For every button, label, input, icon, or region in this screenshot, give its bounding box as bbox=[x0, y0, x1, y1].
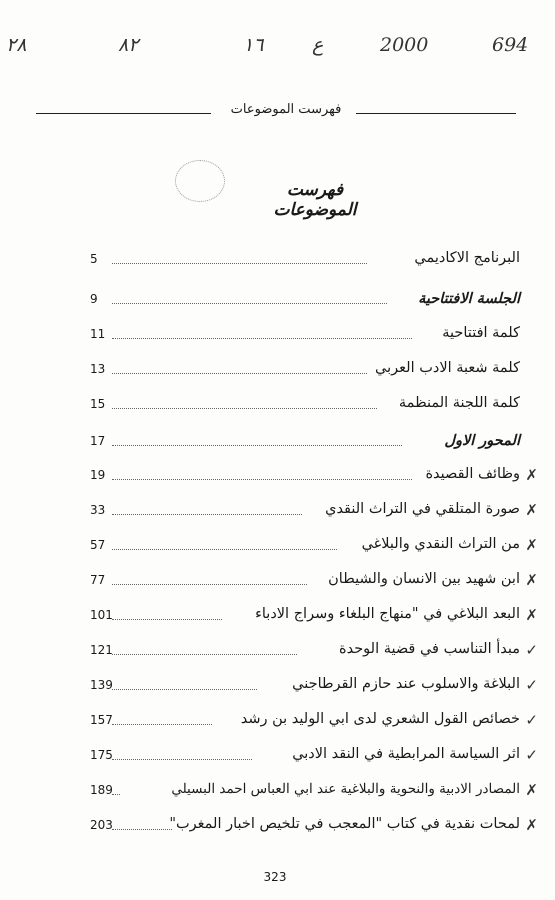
toc-page-number: 101 bbox=[90, 608, 113, 622]
check-mark-icon: ✗ bbox=[525, 501, 538, 519]
toc-page-number: 139 bbox=[90, 678, 113, 692]
dot-leader bbox=[112, 829, 172, 830]
toc-page-number: 5 bbox=[90, 252, 98, 266]
toc-entry bbox=[90, 466, 538, 490]
dot-leader bbox=[112, 338, 412, 339]
check-mark-icon: ✗ bbox=[525, 606, 538, 624]
toc-page-number: 203 bbox=[90, 818, 113, 832]
check-mark-icon: ✓ bbox=[525, 676, 538, 694]
toc-page-number: 77 bbox=[90, 573, 106, 587]
toc-page-number: 9 bbox=[90, 292, 98, 306]
toc-entry-title: البعد البلاغي في "منهاج البلغاء وسراج الادباء bbox=[255, 606, 520, 622]
handwritten-note: 694 bbox=[492, 34, 529, 56]
toc-entry-title: كلمة شعبة الادب العربي bbox=[375, 360, 520, 376]
dot-leader bbox=[112, 514, 302, 515]
dot-leader bbox=[112, 479, 412, 480]
toc-entry-title: كلمة اللجنة المنظمة bbox=[398, 395, 520, 411]
toc-page-number: 157 bbox=[90, 713, 113, 727]
dot-leader bbox=[112, 263, 367, 264]
toc-entry bbox=[90, 676, 538, 700]
toc-page-number: 11 bbox=[90, 327, 106, 341]
check-mark-icon: ✓ bbox=[525, 641, 538, 659]
toc-entry bbox=[90, 781, 538, 805]
header-rule bbox=[356, 113, 516, 114]
toc-page-number: 13 bbox=[90, 362, 106, 376]
dot-leader bbox=[112, 373, 367, 374]
handwritten-note: ٨٢ bbox=[118, 34, 139, 56]
dot-leader bbox=[112, 724, 212, 725]
running-header bbox=[36, 102, 516, 122]
toc-entry bbox=[90, 432, 520, 456]
handwritten-note: ١٦ bbox=[243, 34, 264, 56]
toc-entry bbox=[90, 250, 520, 274]
handwritten-note: ع bbox=[312, 34, 324, 56]
footer-page-number: 323 bbox=[263, 870, 287, 884]
dot-leader bbox=[112, 794, 120, 795]
toc-entry-title: خصائص القول الشعري لدى ابي الوليد بن رشد bbox=[240, 711, 520, 727]
toc-entry bbox=[90, 606, 538, 630]
check-mark-icon: ✗ bbox=[525, 536, 538, 554]
toc-page-number: 33 bbox=[90, 503, 106, 517]
toc-section-title: المحور الاول bbox=[444, 432, 520, 449]
dot-leader bbox=[112, 654, 297, 655]
toc-section-title: الجلسة الافتتاحية bbox=[418, 290, 520, 307]
library-stamp bbox=[175, 160, 225, 202]
handwritten-note: 2000 bbox=[380, 34, 429, 56]
toc-entry bbox=[90, 501, 538, 525]
toc-entry-title: وظائف القصيدة bbox=[425, 466, 520, 482]
header-rule bbox=[36, 113, 211, 114]
toc-entry bbox=[90, 536, 538, 560]
toc-page-number: 189 bbox=[90, 783, 113, 797]
toc-entry bbox=[90, 711, 538, 735]
check-mark-icon: ✗ bbox=[525, 466, 538, 484]
toc-entry bbox=[90, 641, 538, 665]
toc-entry bbox=[90, 325, 520, 349]
toc-page-number: 17 bbox=[90, 434, 106, 448]
check-mark-icon: ✗ bbox=[525, 571, 538, 589]
handwritten-note: ٢٨ bbox=[6, 34, 27, 56]
check-mark-icon: ✗ bbox=[525, 816, 538, 834]
dot-leader bbox=[112, 549, 337, 550]
toc-page-number: 19 bbox=[90, 468, 106, 482]
dot-leader bbox=[112, 619, 222, 620]
toc-entry bbox=[90, 746, 538, 770]
check-mark-icon: ✓ bbox=[525, 711, 538, 729]
toc-page-number: 57 bbox=[90, 538, 106, 552]
toc-entry-title: اثر السياسة المرابطية في النقد الادبي bbox=[292, 746, 520, 762]
toc-entry-title: ابن شهيد بين الانسان والشيطان bbox=[328, 571, 520, 587]
dot-leader bbox=[112, 584, 307, 585]
toc-title: فهرست الموضوعات bbox=[273, 180, 357, 220]
check-mark-icon: ✓ bbox=[525, 746, 538, 764]
toc-entry-title: البرنامج الاكاديمي bbox=[414, 250, 520, 266]
dot-leader bbox=[112, 408, 377, 409]
dot-leader bbox=[112, 689, 257, 690]
toc-entry bbox=[90, 571, 538, 595]
toc-entry-title: من التراث النقدي والبلاغي bbox=[361, 536, 520, 552]
toc-entry bbox=[90, 290, 520, 314]
dot-leader bbox=[112, 303, 387, 304]
toc-page-number: 121 bbox=[90, 643, 113, 657]
check-mark-icon: ✗ bbox=[525, 781, 538, 799]
toc-entry bbox=[90, 395, 520, 419]
toc-entry-title: صورة المتلقي في التراث النقدي bbox=[325, 501, 520, 517]
header-title: فهرست الموضوعات bbox=[230, 102, 342, 117]
toc-entry-title: مبدأ التناسب في قضية الوحدة bbox=[338, 641, 520, 657]
toc-entry-title: لمحات نقدية في كتاب "المعجب في تلخيص اخبار المغرب" bbox=[169, 816, 520, 832]
toc-entry bbox=[90, 816, 538, 840]
dot-leader bbox=[112, 759, 252, 760]
toc-entry bbox=[90, 360, 520, 384]
toc-page-number: 15 bbox=[90, 397, 106, 411]
toc-entry-title: البلاغة والاسلوب عند حازم القرطاجني bbox=[292, 676, 520, 692]
toc-entry-title: كلمة افتتاحية bbox=[442, 325, 520, 341]
dot-leader bbox=[112, 445, 402, 446]
toc-entry-title: المصادر الادبية والنحوية والبلاغية عند ابي العباس احمد البسيلي bbox=[171, 781, 520, 797]
toc-page-number: 175 bbox=[90, 748, 113, 762]
